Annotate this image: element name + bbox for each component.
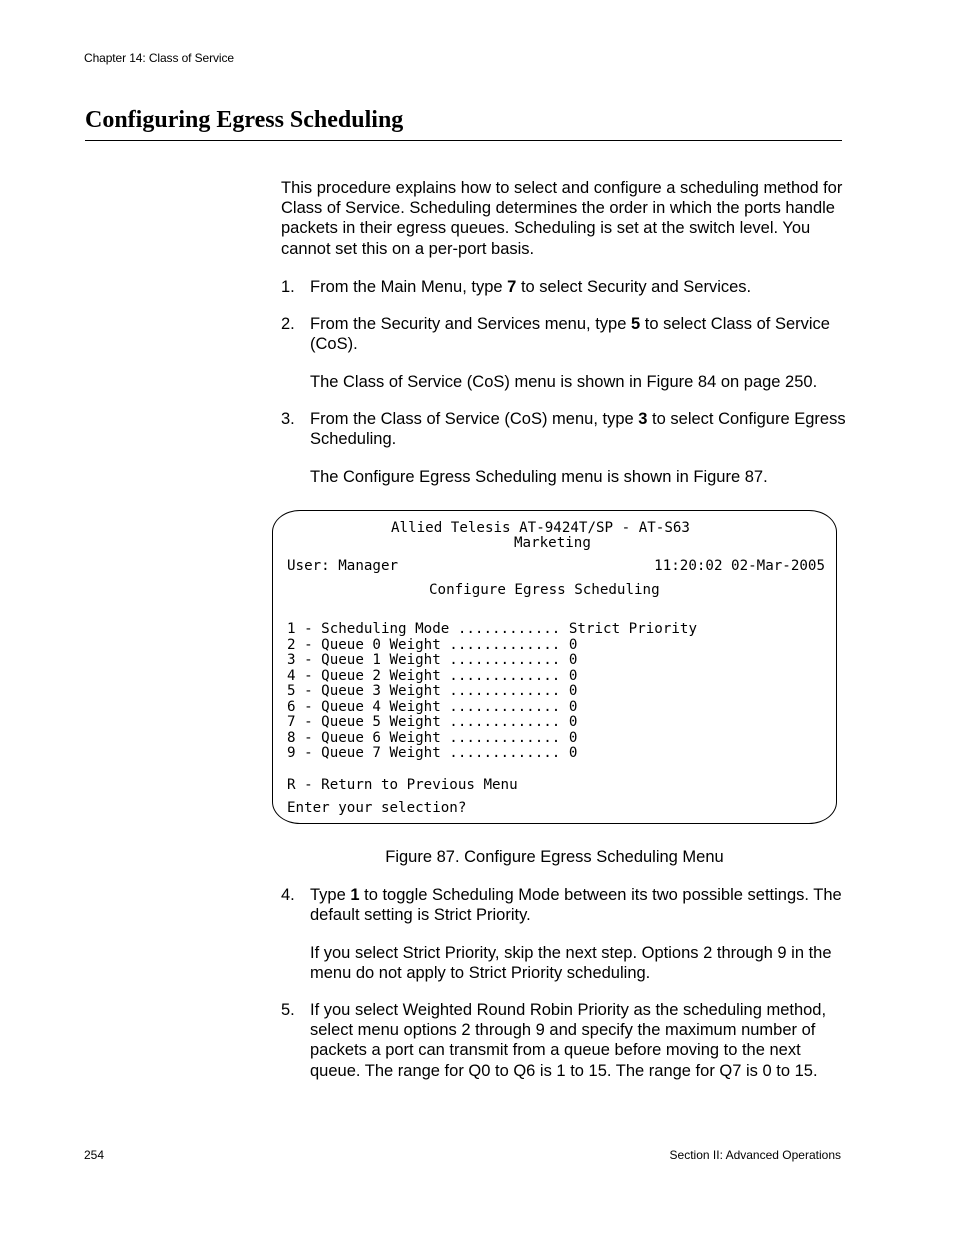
step-key: 3 xyxy=(638,410,648,428)
step-4-note: If you select Strict Priority, skip the next step. Options 2 through 9 in the menu do not apply to Strict Priority scheduling. xyxy=(310,944,832,983)
terminal-menu-title: Configure Egress Scheduling xyxy=(429,582,660,598)
step-text-pre: From the Security and Services menu, type xyxy=(310,315,631,333)
step-number: 3. xyxy=(281,410,295,428)
menu-option-4: 4 - Queue 2 Weight ............. 0 xyxy=(287,667,578,684)
step-text-post: to select Configure Egress Scheduling. xyxy=(310,410,846,449)
terminal-prompt: Enter your selection? xyxy=(287,800,467,816)
menu-option-9: 9 - Queue 7 Weight ............. 0 xyxy=(287,745,578,761)
step-text-post: to select Class of Service (CoS). xyxy=(310,315,830,354)
terminal-location: Marketing xyxy=(514,535,591,551)
step-number: 5. xyxy=(281,1001,295,1019)
terminal-datetime: 11:20:02 02-Mar-2005 xyxy=(654,558,825,574)
step-number: 4. xyxy=(281,886,295,904)
step-text-post: to toggle Scheduling Mode between its two possible settings. The default setting is Strict Priority. xyxy=(310,886,842,925)
step-text xyxy=(310,314,855,354)
step-text xyxy=(310,885,855,925)
menu-option-7: 7 - Queue 5 Weight ............. 0 xyxy=(287,714,578,730)
step-key: 1 xyxy=(350,886,360,904)
terminal-screen xyxy=(272,510,837,824)
menu-option-3: 3 - Queue 1 Weight ............. 0 xyxy=(287,652,578,668)
step-text: If you select Weighted Round Robin Priority as the scheduling method, select menu options 2 through 9 and specify the maximum number of packets a port can transmit from a queue before moving to the next queue. The range for Q0 to Q6 is 1 to 15. The range for Q7 is 0 to 15. xyxy=(310,1001,827,1080)
figure-caption: Figure 87. Configure Egress Scheduling Menu xyxy=(385,848,724,866)
step-key: 7 xyxy=(507,278,517,296)
footer-section: Section II: Advanced Operations xyxy=(669,1148,841,1162)
title-rule xyxy=(85,140,842,141)
menu-option-2: 2 - Queue 0 Weight ............. 0 xyxy=(287,636,578,653)
page-number: 254 xyxy=(84,1148,105,1162)
menu-option-return: R - Return to Previous Menu xyxy=(287,777,518,793)
step-text xyxy=(310,409,855,449)
intro-paragraph: This procedure explains how to select and configure a scheduling method for Class of Service. Scheduling determines the order in which the ports handle packets in their egress queues. Scheduling is set at the switch level. You cannot set this on a per-port basis. xyxy=(281,179,843,258)
menu-option-8: 8 - Queue 6 Weight ............. 0 xyxy=(287,729,578,746)
terminal-system: Allied Telesis AT-9424T/SP - AT-S63 xyxy=(391,520,690,536)
step-text xyxy=(310,277,855,297)
step-3-note: The Configure Egress Scheduling menu is shown in Figure 87. xyxy=(310,468,768,486)
menu-option-1: 1 - Scheduling Mode ............ Strict Priority xyxy=(287,621,697,637)
section-title: Configuring Egress Scheduling xyxy=(85,107,404,133)
menu-option-5: 5 - Queue 3 Weight ............. 0 xyxy=(287,683,578,699)
step-text-pre: From the Main Menu, type xyxy=(310,278,508,296)
step-number: 2. xyxy=(281,315,295,333)
terminal-user: User: Manager xyxy=(287,558,399,574)
step-text-post: to select Security and Services. xyxy=(516,278,752,296)
menu-option-6: 6 - Queue 4 Weight ............. 0 xyxy=(287,698,578,715)
step-2-note: The Class of Service (CoS) menu is shown in Figure 84 on page 250. xyxy=(310,373,818,391)
step-text-pre: Type xyxy=(310,886,351,904)
step-text-pre: From the Class of Service (CoS) menu, type xyxy=(310,410,639,428)
step-key: 5 xyxy=(630,315,641,333)
running-header: Chapter 14: Class of Service xyxy=(84,51,234,65)
step-number: 1. xyxy=(281,278,295,296)
